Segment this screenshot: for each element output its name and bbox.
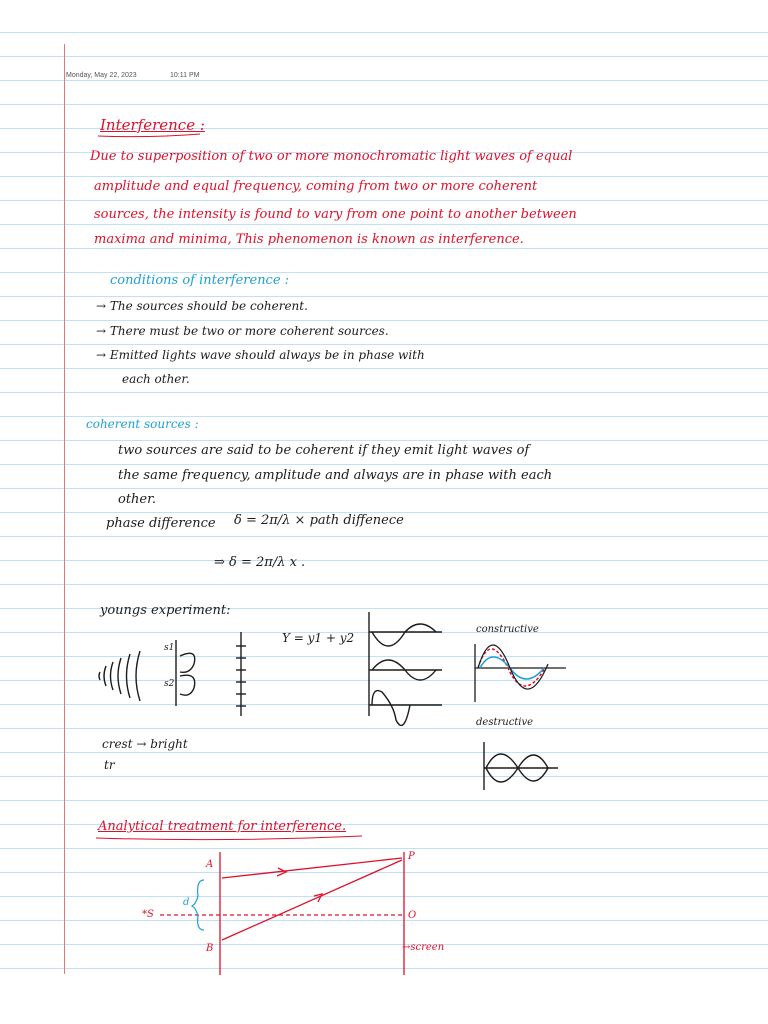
- phase-difference-label: phase difference: [106, 516, 216, 531]
- page-bottom-band: [0, 975, 768, 1024]
- coherent-line-1: two sources are said to be coherent if they emit light waves of: [118, 443, 530, 458]
- wave-arc-1: [99, 672, 100, 680]
- interference-line-1: Due to superposition of two or more monochromatic light waves of equal: [90, 149, 573, 164]
- wave-arc-6: [136, 651, 140, 701]
- point-a-label: A: [206, 859, 214, 870]
- interference-line-3: sources, the intensity is found to vary from one point to another between: [94, 207, 577, 222]
- condition-item-2: → There must be two or more coherent sources.: [96, 324, 389, 338]
- interference-line-4: maxima and minima, This phenomenon is known as interference.: [94, 232, 524, 247]
- analytical-underline: [96, 836, 362, 840]
- crest-bright-note: crest → bright: [102, 737, 188, 751]
- constructive-diagram: [475, 644, 566, 702]
- constructive-sum-wave: [478, 645, 548, 689]
- condition-item-1: → The sources should be coherent.: [96, 299, 308, 313]
- resultant-wave: [372, 691, 410, 726]
- youngs-title: youngs experiment:: [100, 603, 231, 618]
- destructive-label: destructive: [476, 717, 534, 728]
- interference-title: Interference :: [100, 116, 205, 134]
- wave-arc-2: [104, 666, 106, 686]
- coherent-title: coherent sources :: [86, 417, 199, 431]
- trough-note: tr: [104, 758, 115, 772]
- condition-item-1-text: The sources should be coherent.: [109, 299, 308, 313]
- point-p-label: P: [408, 851, 415, 862]
- note-time: 10:11 PM: [170, 72, 200, 79]
- wave-arc-3: [111, 662, 114, 690]
- conditions-title: conditions of interference :: [110, 273, 290, 288]
- phase-difference-formula: δ = 2π/λ × path diffenece: [234, 513, 404, 528]
- coherent-line-3: other.: [118, 492, 157, 507]
- analytical-title: Analytical treatment for interference.: [98, 819, 347, 834]
- source-s-label: *S: [142, 909, 154, 920]
- slit-s2-wavefront: [180, 675, 195, 695]
- superposition-equation: Y = y1 + y2: [282, 631, 355, 645]
- title-underline: [98, 134, 200, 137]
- slit-s2-label: s2: [164, 679, 175, 689]
- coherent-line-2: the same frequency, amplitude and always are in phase with each: [118, 468, 553, 483]
- phase-difference-simplified: ⇒ δ = 2π/λ x .: [214, 555, 306, 570]
- analytical-diagram: [160, 852, 404, 975]
- note-date: Monday, May 22, 2023: [66, 72, 137, 79]
- wave-1: [372, 624, 436, 646]
- wave-arc-4: [118, 658, 121, 694]
- path-ap: [222, 858, 402, 878]
- slit-s1-wavefront: [180, 653, 195, 672]
- point-b-label: B: [206, 943, 214, 954]
- destructive-diagram: [484, 742, 558, 790]
- path-bp: [222, 860, 402, 940]
- screen-label: →screen: [402, 942, 445, 953]
- wave-arc-5: [127, 654, 131, 698]
- double-slit-diagram: [99, 632, 246, 716]
- point-o-label: O: [408, 910, 417, 921]
- constructive-label: constructive: [476, 624, 539, 635]
- slit-s1-label: s1: [164, 643, 175, 653]
- condition-item-3: → Emitted lights wave should always be in phase with: [96, 348, 425, 362]
- condition-item-3-text: Emitted lights wave should always be in phase with: [109, 348, 425, 362]
- slit-separation-brace: [192, 880, 204, 930]
- slit-separation-label: d: [183, 897, 190, 908]
- superposition-waves: [369, 612, 442, 725]
- condition-item-2-text: There must be two or more coherent sources.: [109, 324, 389, 338]
- interference-line-2: amplitude and equal frequency, coming from two or more coherent: [94, 179, 538, 194]
- condition-item-3-cont: each other.: [122, 372, 190, 386]
